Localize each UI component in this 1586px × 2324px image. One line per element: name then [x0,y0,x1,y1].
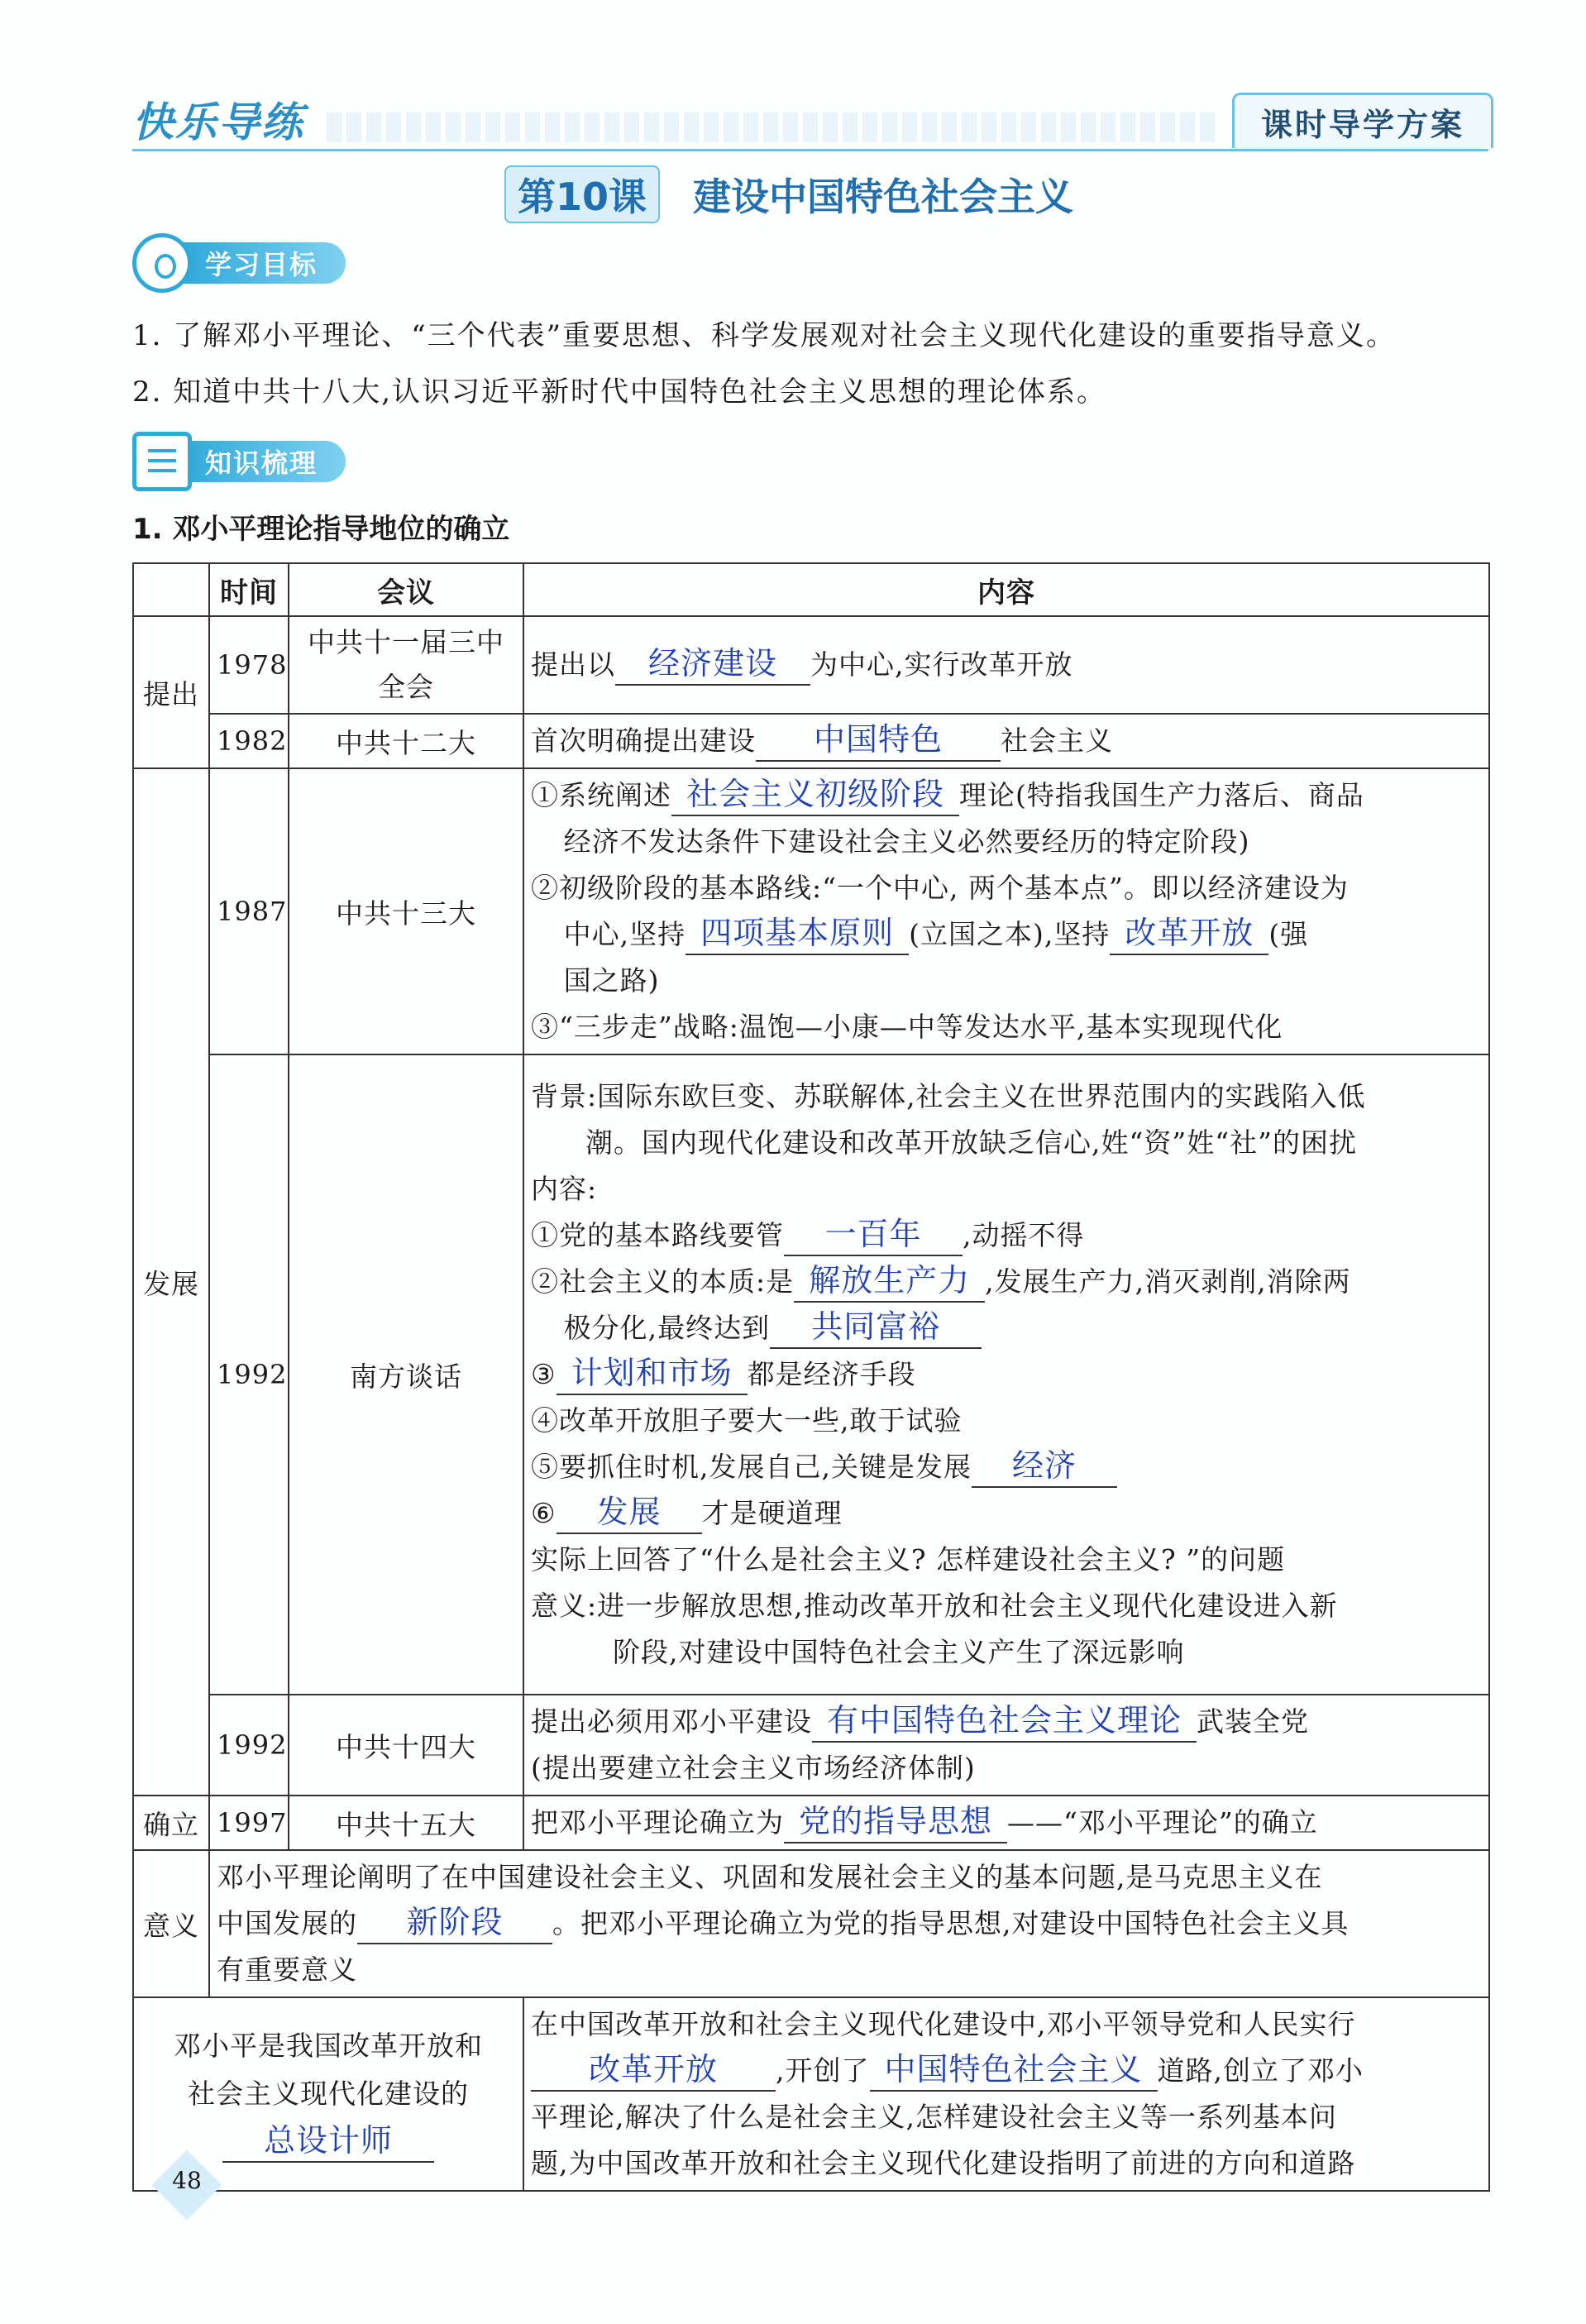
header-tag: 课时导学方案 [1232,93,1493,148]
stage-meaning: 意义 [133,1850,209,1997]
text: 有重要意义 [217,1953,357,1986]
text: 邓小平是我国改革开放和 [174,2030,483,2062]
brand-logo [132,91,304,149]
text: 背景:国际东欧巨变、苏联解体,社会主义在世界范围内的实践陷入低 [531,1080,1366,1112]
table-row [133,1997,1489,2191]
text: ,发展生产力,消灭剥削,消除两 [985,1265,1351,1298]
table-header-row [133,563,1489,616]
content-cell [523,616,1489,714]
text: ②初级阶段的基本路线:“一个中心, 两个基本点”。即以经济建设为 [531,872,1349,904]
table-row [133,1054,1489,1695]
answer-blank: 四项基本原则 [686,912,909,955]
summary-right-cell [523,1997,1489,2191]
page-number: 48 [172,2167,202,2194]
text: 都是经济手段 [747,1358,916,1390]
text: 为中心,实行改革开放 [810,648,1073,681]
document-icon [132,432,192,491]
text: 在中国改革开放和社会主义现代化建设中,邓小平领导党和人民实行 [531,2008,1356,2040]
text: (提出要建立社会主义市场经济体制) [531,1752,976,1784]
objective-1: 1. 了解邓小平理论、“三个代表”重要思想、科学发展观对社会主义现代化建设的重要指导意义。 [132,319,1397,352]
answer-blank: 中国特色社会主义 [870,2049,1158,2092]
knowledge-banner [132,432,346,491]
header-time: 时间 [209,563,289,616]
year-cell: 1982 [209,714,289,768]
year-cell: 1992 [209,1695,289,1796]
year-cell: 1987 [209,768,289,1054]
text: 提出必须用邓小平建设 [531,1705,812,1738]
text: 中心,坚持 [563,918,686,950]
answer-blank: 经济 [972,1445,1117,1488]
answer-blank: 中国特色 [756,719,1001,762]
year-cell: 1997 [209,1796,289,1850]
text: ①系统阐述 [531,779,671,811]
meeting-cell: 中共十五大 [289,1796,523,1850]
text: (立国之本),坚持 [909,918,1111,950]
section-heading: 1. 邓小平理论指导地位的确立 [132,513,510,546]
stage-develop: 发展 [133,768,209,1796]
meeting-cell: 中共十一届三中全会 [289,616,523,714]
text: 邓小平理论阐明了在中国建设社会主义、巩固和发展社会主义的基本问题,是马克思主义在 [217,1861,1323,1893]
brand-title: 快乐导练 [132,98,304,146]
content-cell [523,1054,1489,1695]
lesson-name: 建设中国特色社会主义 [693,175,1074,219]
meeting-cell: 南方谈话 [289,1054,523,1695]
text: 题,为中国改革开放和社会主义现代化建设指明了前进的方向和道路 [531,2147,1356,2179]
table-row [133,1695,1489,1796]
target-icon [132,233,192,293]
objectives-banner-label: 学习目标 [182,242,346,284]
header-stage [133,563,209,616]
text: 。把邓小平理论确立为党的指导思想,对建设中国特色社会主义具 [552,1907,1350,1939]
table-row [133,1850,1489,1997]
text: ③“三步走”战略:温饱—小康—中等发达水平,基本实现现代化 [531,1011,1283,1043]
text: 中国发展的 [217,1907,357,1939]
answer-blank: 社会主义初级阶段 [671,773,959,816]
meaning-cell [209,1850,1489,1997]
text: 潮。国内现代化建设和改革开放缺乏信心,姓“资”姓“社”的困扰 [585,1126,1357,1159]
header-meeting: 会议 [289,563,523,616]
stage-propose: 提出 [133,616,209,768]
text: 经济不发达条件下建设社会主义必然要经历的特定阶段) [563,825,1250,858]
answer-blank: 改革开放 [531,2049,776,2092]
table-row [133,714,1489,768]
deng-theory-table [132,562,1490,2192]
text: 道路,创立了邓小 [1157,2054,1364,2087]
table-row [133,768,1489,1054]
objective-2: 2. 知道中共十八大,认识习近平新时代中国特色社会主义思想的理论体系。 [132,375,1107,409]
answer-blank: 党的指导思想 [784,1800,1007,1843]
knowledge-banner-label: 知识梳理 [182,441,346,482]
text: 社会主义现代化建设的 [188,2078,469,2110]
text: ——“邓小平理论”的确立 [1007,1806,1318,1839]
table-row [133,1796,1489,1850]
answer-blank: 一百年 [784,1213,963,1256]
meeting-cell: 中共十四大 [289,1695,523,1796]
content-cell [523,768,1489,1054]
text: 社会主义 [1001,724,1113,757]
content-cell [523,1695,1489,1796]
answer-blank: 总设计师 [222,2120,434,2163]
text: 把邓小平理论确立为 [531,1806,784,1839]
text: 意义:进一步解放思想,推动改革开放和社会主义现代化建设进入新 [531,1590,1338,1622]
header-divider [132,149,1488,151]
table-row [133,616,1489,714]
text: ,开创了 [776,2054,870,2087]
content-cell [523,714,1489,768]
year-cell: 1978 [209,616,289,714]
text: ③ [531,1358,557,1390]
lesson-title [504,165,1073,223]
text: ⑤要抓住时机,发展自己,关键是发展 [531,1451,972,1483]
stage-establish: 确立 [133,1796,209,1850]
text: 理论(特指我国生产力落后、商品 [959,779,1364,811]
header-content: 内容 [523,563,1489,616]
lesson-number: 第10课 [504,165,660,223]
answer-blank: 共同富裕 [770,1306,982,1349]
meeting-cell: 中共十二大 [289,714,523,768]
year-cell: 1992 [209,1054,289,1695]
text: 内容: [531,1173,598,1205]
text: ,动摇不得 [963,1219,1085,1251]
text: 阶段,对建设中国特色社会主义产生了深远影响 [613,1636,1185,1668]
answer-blank: 经济建设 [615,643,810,686]
text: 首次明确提出建设 [531,724,756,757]
meeting-cell: 中共十三大 [289,768,523,1054]
text: 极分化,最终达到 [563,1312,771,1344]
answer-blank: 解放生产力 [794,1260,985,1303]
text: 武装全党 [1197,1705,1310,1738]
answer-blank: 计划和市场 [557,1352,748,1395]
text: (强 [1268,918,1309,950]
content-cell [523,1796,1489,1850]
text: ④改革开放胆子要大一些,敢于试验 [531,1404,963,1437]
text: 平理论,解决了什么是社会主义,怎样建设社会主义等一系列基本问 [531,2101,1337,2133]
text: ⑥ [531,1497,557,1529]
text: 提出以 [531,648,615,681]
objectives-banner [132,233,346,293]
answer-blank: 有中国特色社会主义理论 [812,1700,1197,1743]
text: ①党的基本路线要管 [531,1219,784,1251]
text: 国之路) [563,964,660,997]
answer-blank: 改革开放 [1110,912,1268,955]
text: ②社会主义的本质:是 [531,1265,795,1298]
text: 才是硬道理 [701,1497,843,1529]
answer-blank: 新阶段 [357,1901,552,1944]
text: 实际上回答了“什么是社会主义? 怎样建设社会主义? ”的问题 [531,1543,1286,1576]
answer-blank: 发展 [557,1491,702,1534]
header-decoration [327,112,1220,142]
